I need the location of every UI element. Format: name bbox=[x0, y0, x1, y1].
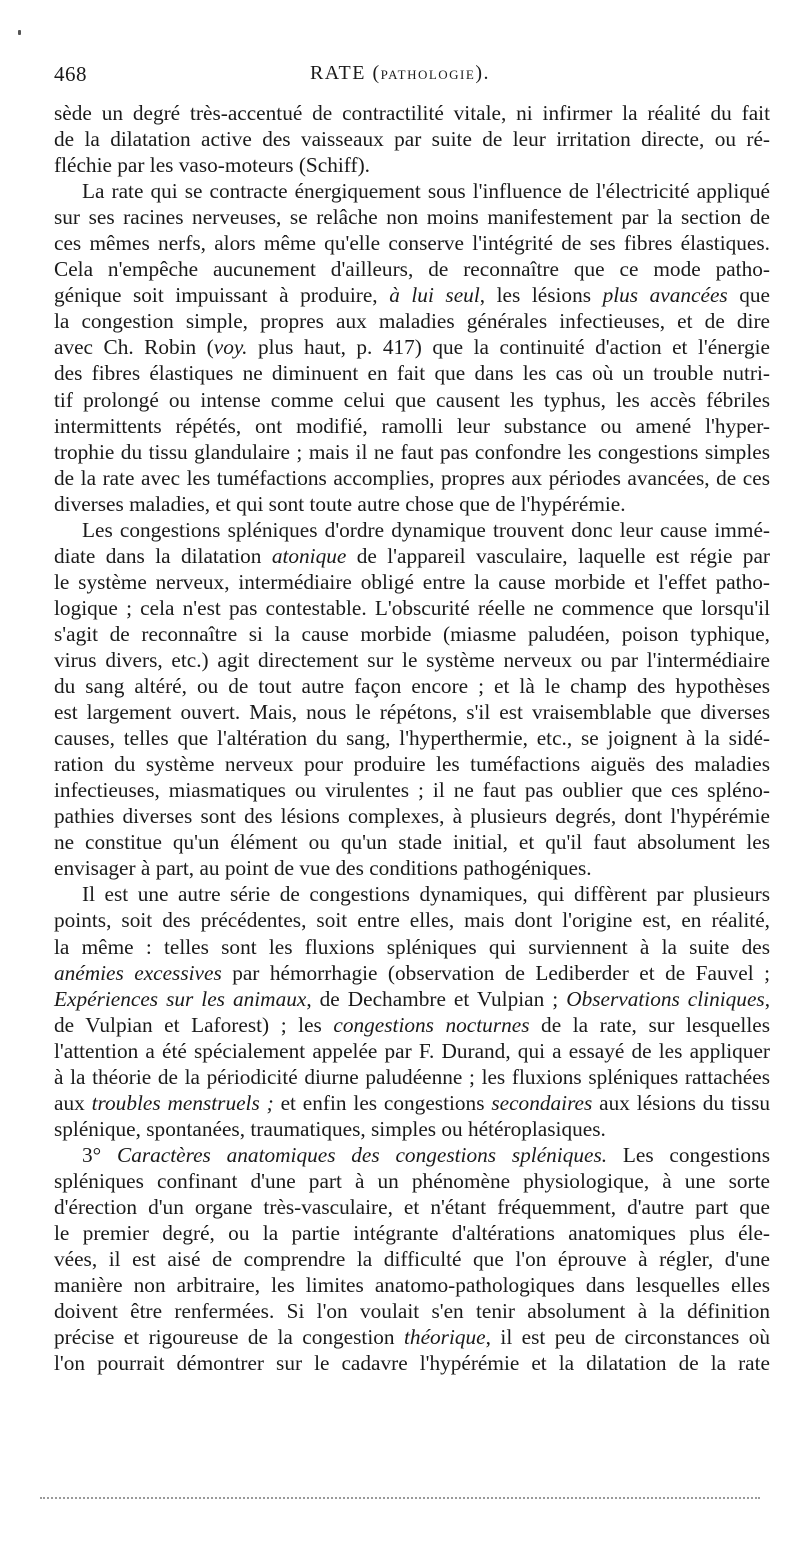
text-line: spléniques confinant d'une part à un phénomène physiologique, à une sorte bbox=[54, 1168, 770, 1193]
text-line: anémies excessives par hémorrhagie (observation de Lediberder et de Fauvel ; bbox=[54, 960, 770, 985]
italic-term: troubles menstruels ; bbox=[91, 1090, 274, 1115]
text-line: ne constitue qu'un élément ou qu'un stade initial, et qu'il faut absolument les bbox=[54, 830, 770, 855]
text-line: le système nerveux, intermédiaire obligé entre la cause morbide et l'effet patho- bbox=[54, 569, 770, 594]
bottom-dotted-rule bbox=[40, 1497, 760, 1499]
text-line: Les congestions spléniques d'ordre dynamique trouvent donc leur cause immé- bbox=[82, 517, 770, 542]
text-line: logique ; cela n'est pas contestable. L'obscurité réelle ne commence que lorsqu'il bbox=[54, 595, 770, 620]
italic-term: secondaires bbox=[491, 1090, 593, 1115]
running-title bbox=[54, 62, 746, 85]
text-line: virus divers, etc.) agit directement sur le système nerveux ou par l'intermédiaire bbox=[54, 647, 770, 672]
text-line: l'on pourrait démontrer sur le cadavre l'hypérémie et la dilatation de la rate bbox=[54, 1351, 770, 1376]
page-body-text bbox=[54, 100, 770, 1376]
text-line: 3° Caractères anatomiques des congestions spléniques. Les congestions bbox=[82, 1142, 770, 1167]
text-line: précise et rigoureuse de la congestion théorique, il est peu de circonstances où bbox=[54, 1325, 770, 1350]
text-line: la congestion simple, propres aux maladies générales infectieuses, et de dire bbox=[54, 309, 770, 334]
text-line: des fibres élastiques ne diminuent en fait que dans les cas où un trouble nutri- bbox=[54, 361, 770, 386]
text-line: Expériences sur les animaux, de Dechambre et Vulpian ; Observations cliniques, bbox=[54, 986, 771, 1011]
running-title-smallcaps: PATHOLOGIE bbox=[380, 67, 476, 82]
text-line: la même : telles sont les fluxions spléniques qui surviennent à la suite des bbox=[54, 934, 770, 959]
running-title-end: ). bbox=[475, 62, 491, 84]
text-line: envisager à part, au point de vue des conditions pathogéniques. bbox=[54, 856, 592, 881]
paragraph bbox=[54, 881, 770, 1141]
italic-term: Expériences sur les animaux bbox=[54, 986, 307, 1011]
ink-speck bbox=[18, 30, 21, 35]
paragraph bbox=[54, 517, 770, 882]
text-line: avec Ch. Robin (voy. plus haut, p. 417) que la continuité d'action et l'énergie bbox=[54, 335, 770, 360]
italic-term: plus avancées bbox=[602, 283, 728, 308]
italic-term: à lui seul bbox=[389, 283, 480, 308]
text-line: infectieuses, miasmatiques ou virulentes ; il ne faut pas oublier que ces spléno- bbox=[54, 778, 770, 803]
text-line: vées, il est aisé de comprendre la difficulté que l'on éprouve à régler, d'une bbox=[54, 1247, 770, 1272]
text-line: du sang altéré, ou de tout autre façon encore ; et là le champ des hypothèses bbox=[54, 674, 770, 699]
text-line: tif prolongé ou intense comme celui que causent les typhus, les accès fébriles bbox=[54, 387, 770, 412]
text-line: ration du système nerveux pour produire les tuméfactions aiguës des maladies bbox=[54, 752, 770, 777]
text-line: de Vulpian et Laforest) ; les congestions nocturnes de la rate, sur lesquelles bbox=[54, 1012, 771, 1037]
text-line: splénique, spontanées, traumatiques, simples ou hétéroplasiques. bbox=[54, 1116, 606, 1141]
text-line: ces mêmes nerfs, alors même qu'elle conserve l'intégrité de ses fibres élastiques. bbox=[54, 231, 770, 256]
text-line: génique soit impuissant à produire, à lui seul, les lésions plus avancées que bbox=[54, 283, 770, 308]
text-line: La rate qui se contracte énergiquement sous l'influence de l'électricité appliqué bbox=[82, 179, 770, 204]
text-line: fléchie par les vaso-moteurs (Schiff). bbox=[54, 153, 370, 178]
page-header bbox=[54, 62, 746, 92]
italic-term: Caractères anatomiques des congestions spléniques. bbox=[116, 1142, 608, 1167]
italic-term: Observations cliniques bbox=[566, 986, 765, 1011]
text-line: l'attention a été spécialement appelée par F. Durand, qui a essayé de les appliquer bbox=[54, 1038, 770, 1063]
text-line: diverses maladies, et qui sont toute autre chose que de l'hypérémie. bbox=[54, 491, 626, 516]
text-line: de la rate avec les tuméfactions accomplies, propres aux périodes avancées, de ces bbox=[54, 465, 770, 490]
italic-term: théorique bbox=[404, 1325, 486, 1350]
running-title-main: RATE ( bbox=[309, 62, 381, 84]
paragraph bbox=[54, 100, 770, 178]
text-line: d'érection d'un organe très-vasculaire, et n'étant fréquemment, d'autre part que bbox=[54, 1194, 770, 1219]
text-line: s'agit de reconnaître si la cause morbide (miasme paludéen, poison typhique, bbox=[54, 621, 770, 646]
text-line: de la dilatation active des vaisseaux par suite de leur irritation directe, ou ré- bbox=[54, 127, 770, 152]
text-line: aux troubles menstruels ; et enfin les congestions secondaires aux lésions du tissu bbox=[54, 1090, 771, 1115]
text-line: manière non arbitraire, les limites anatomo-pathologiques dans lesquelles elles bbox=[54, 1273, 770, 1298]
text-line: pathies diverses sont des lésions complexes, à plusieurs degrés, dont l'hypérémie bbox=[54, 804, 770, 829]
text-line: Il est une autre série de congestions dynamiques, qui diffèrent par plusieurs bbox=[82, 882, 770, 907]
text-line: points, soit des précédentes, soit entre elles, mais dont l'origine est, en réalité, bbox=[54, 908, 770, 933]
text-line: causes, telles que l'altération du sang, l'hyperthermie, etc., se joignent à la sidé- bbox=[54, 726, 770, 751]
text-line: sède un degré très-accentué de contractilité vitale, ni infirmer la réalité du fait bbox=[54, 101, 770, 125]
italic-term: anémies excessives bbox=[54, 960, 222, 985]
italic-term: congestions nocturnes bbox=[333, 1012, 530, 1037]
italic-term: voy. bbox=[213, 335, 248, 360]
text-line: intermittents répétés, ont modifié, ramolli leur substance ou amené l'hyper- bbox=[54, 413, 770, 438]
paragraph bbox=[54, 178, 770, 517]
text-line: trophie du tissu glandulaire ; mais il ne faut pas confondre les congestions simples bbox=[54, 439, 770, 464]
page-number: 468 bbox=[54, 62, 87, 86]
text-line: est largement ouvert. Mais, nous le répétons, s'il est vraisemblable que diverses bbox=[54, 700, 770, 725]
text-line: Cela n'empêche aucunement d'ailleurs, de reconnaître que ce mode patho- bbox=[54, 257, 770, 282]
paragraph bbox=[54, 1142, 770, 1376]
text-line: doivent être renfermées. Si l'on voulait s'en tenir absolument à la définition bbox=[54, 1299, 770, 1324]
text-line: à la théorie de la périodicité diurne paludéenne ; les fluxions spléniques rattachées bbox=[54, 1064, 770, 1089]
text-line: le premier degré, ou la partie intégrante d'altérations anatomiques plus éle- bbox=[54, 1221, 770, 1246]
text-line: sur ses racines nerveuses, se relâche non moins manifestement par la section de bbox=[54, 205, 770, 230]
text-line: diate dans la dilatation atonique de l'appareil vasculaire, laquelle est régie par bbox=[54, 543, 771, 568]
italic-term: atonique bbox=[271, 543, 347, 568]
